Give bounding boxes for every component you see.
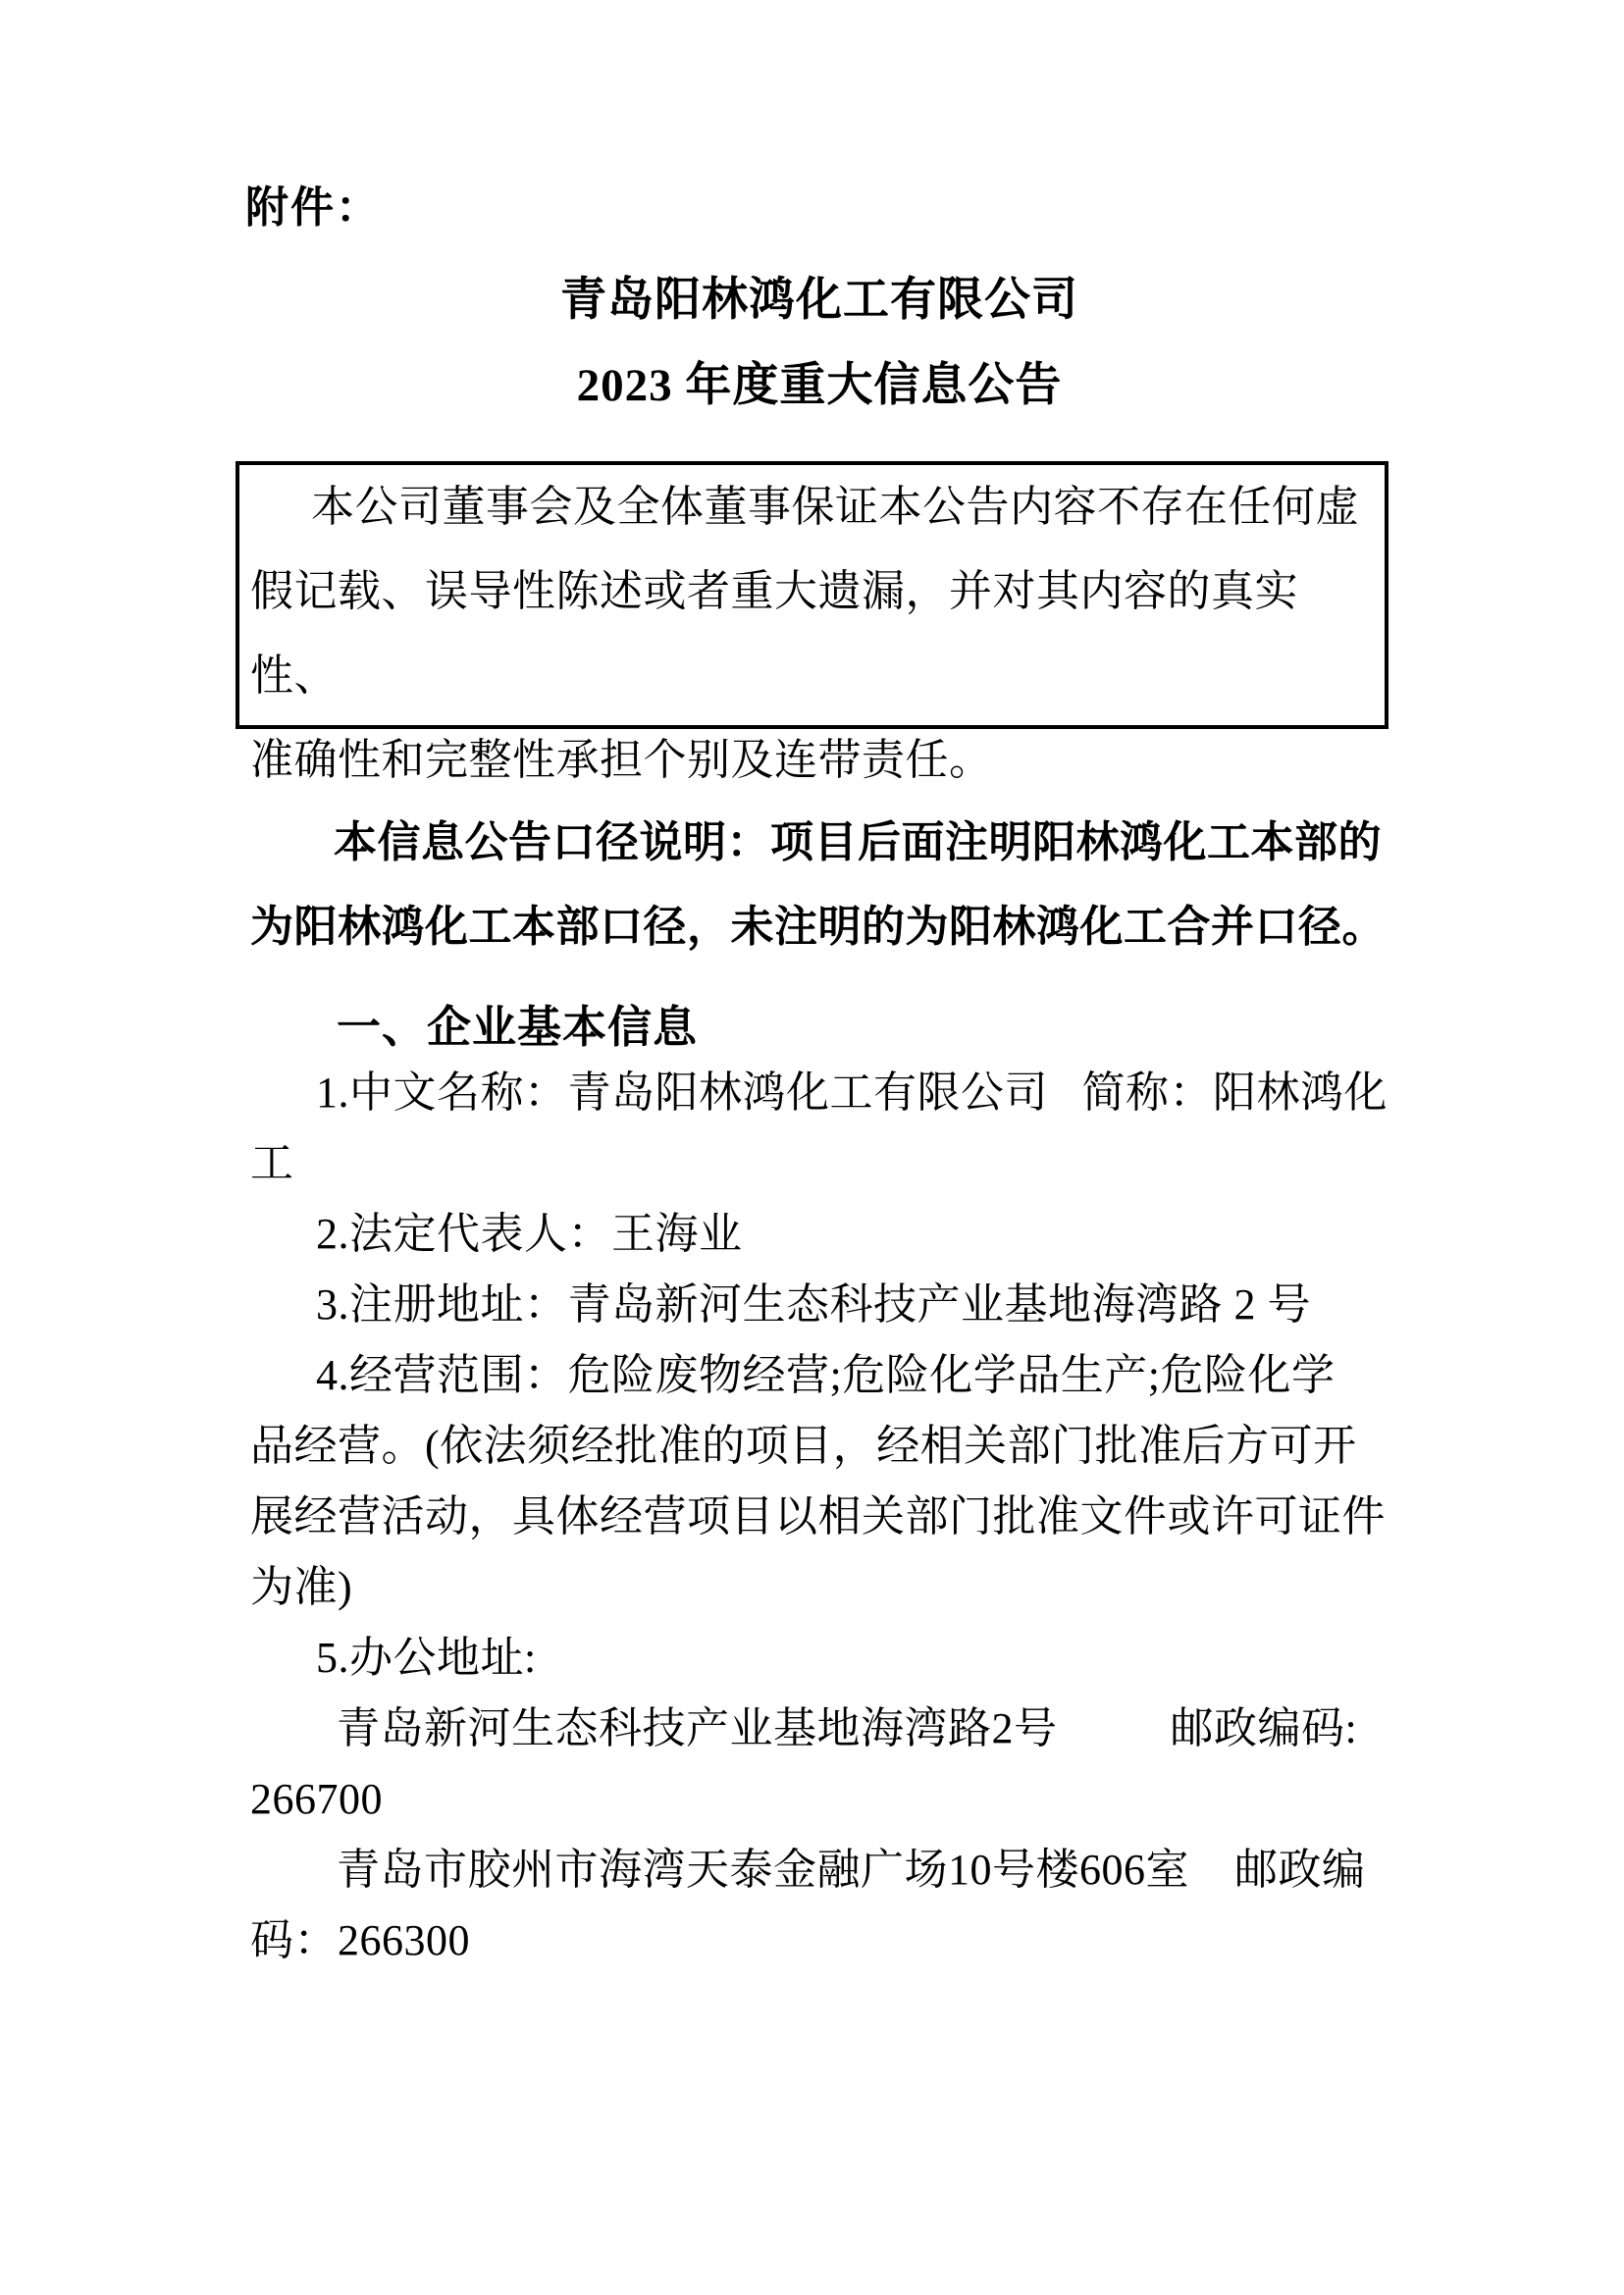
body-line-postal-code-2: 码：266300 bbox=[250, 1916, 470, 1964]
body-line-office-address-label: 5.办公地址: bbox=[316, 1634, 537, 1682]
document-subtitle: 2023 年度重大信息公告 bbox=[576, 360, 1063, 411]
body-line-chinese-name-wrap: 工 bbox=[250, 1139, 294, 1187]
disclaimer-box bbox=[236, 461, 1388, 784]
attachment-label: 附件： bbox=[245, 183, 381, 232]
body-line-business-scope: 4.经营范围：危险废物经营;危险化学品生产;危险化学 bbox=[316, 1351, 1336, 1399]
body-line-registered-address: 3.注册地址：青岛新河生态科技产业基地海湾路 2 号 bbox=[316, 1280, 1311, 1329]
disclaimer-line: 本公司董事会及全体董事保证本公告内容不存在任何虚 bbox=[311, 483, 1359, 531]
section-heading: 一、企业基本信息 bbox=[337, 1003, 699, 1052]
body-line-business-scope-wrap: 展经营活动，具体经营项目以相关部门批准文件或许可证件 bbox=[250, 1492, 1386, 1540]
body-line-postal-code-1: 266700 bbox=[250, 1775, 383, 1823]
body-line-office-address-1: 青岛新河生态科技产业基地海湾路2号 邮政编码: bbox=[337, 1704, 1358, 1752]
company-basic-info bbox=[250, 1058, 1393, 1976]
scope-note-line: 为阳林鸿化工本部口径，未注明的为阳林鸿化工合并口径。 bbox=[250, 903, 1386, 951]
disclaimer-line: 准确性和完整性承担个别及连带责任。 bbox=[250, 736, 993, 784]
scope-note-line: 本信息公告口径说明：项目后面注明阳林鸿化工本部的 bbox=[334, 818, 1382, 866]
body-line-office-address-2: 青岛市胶州市海湾天泰金融广场10号楼606室 邮政编 bbox=[337, 1846, 1366, 1894]
body-line-chinese-name: 1.中文名称：青岛阳林鸿化工有限公司 简称：阳林鸿化 bbox=[316, 1069, 1388, 1117]
document-title: 青岛阳林鸿化工有限公司 bbox=[560, 275, 1078, 326]
body-line-business-scope-wrap: 为准) bbox=[250, 1563, 353, 1611]
scope-note-paragraph bbox=[250, 801, 1393, 969]
disclaimer-line: 假记载、误导性陈述或者重大遗漏，并对其内容的真实性、 bbox=[250, 567, 1298, 700]
body-line-legal-representative: 2.法定代表人：王海业 bbox=[316, 1210, 743, 1258]
body-line-business-scope-wrap: 品经营。(依法须经批准的项目，经相关部门批准后方可开 bbox=[250, 1422, 1357, 1470]
